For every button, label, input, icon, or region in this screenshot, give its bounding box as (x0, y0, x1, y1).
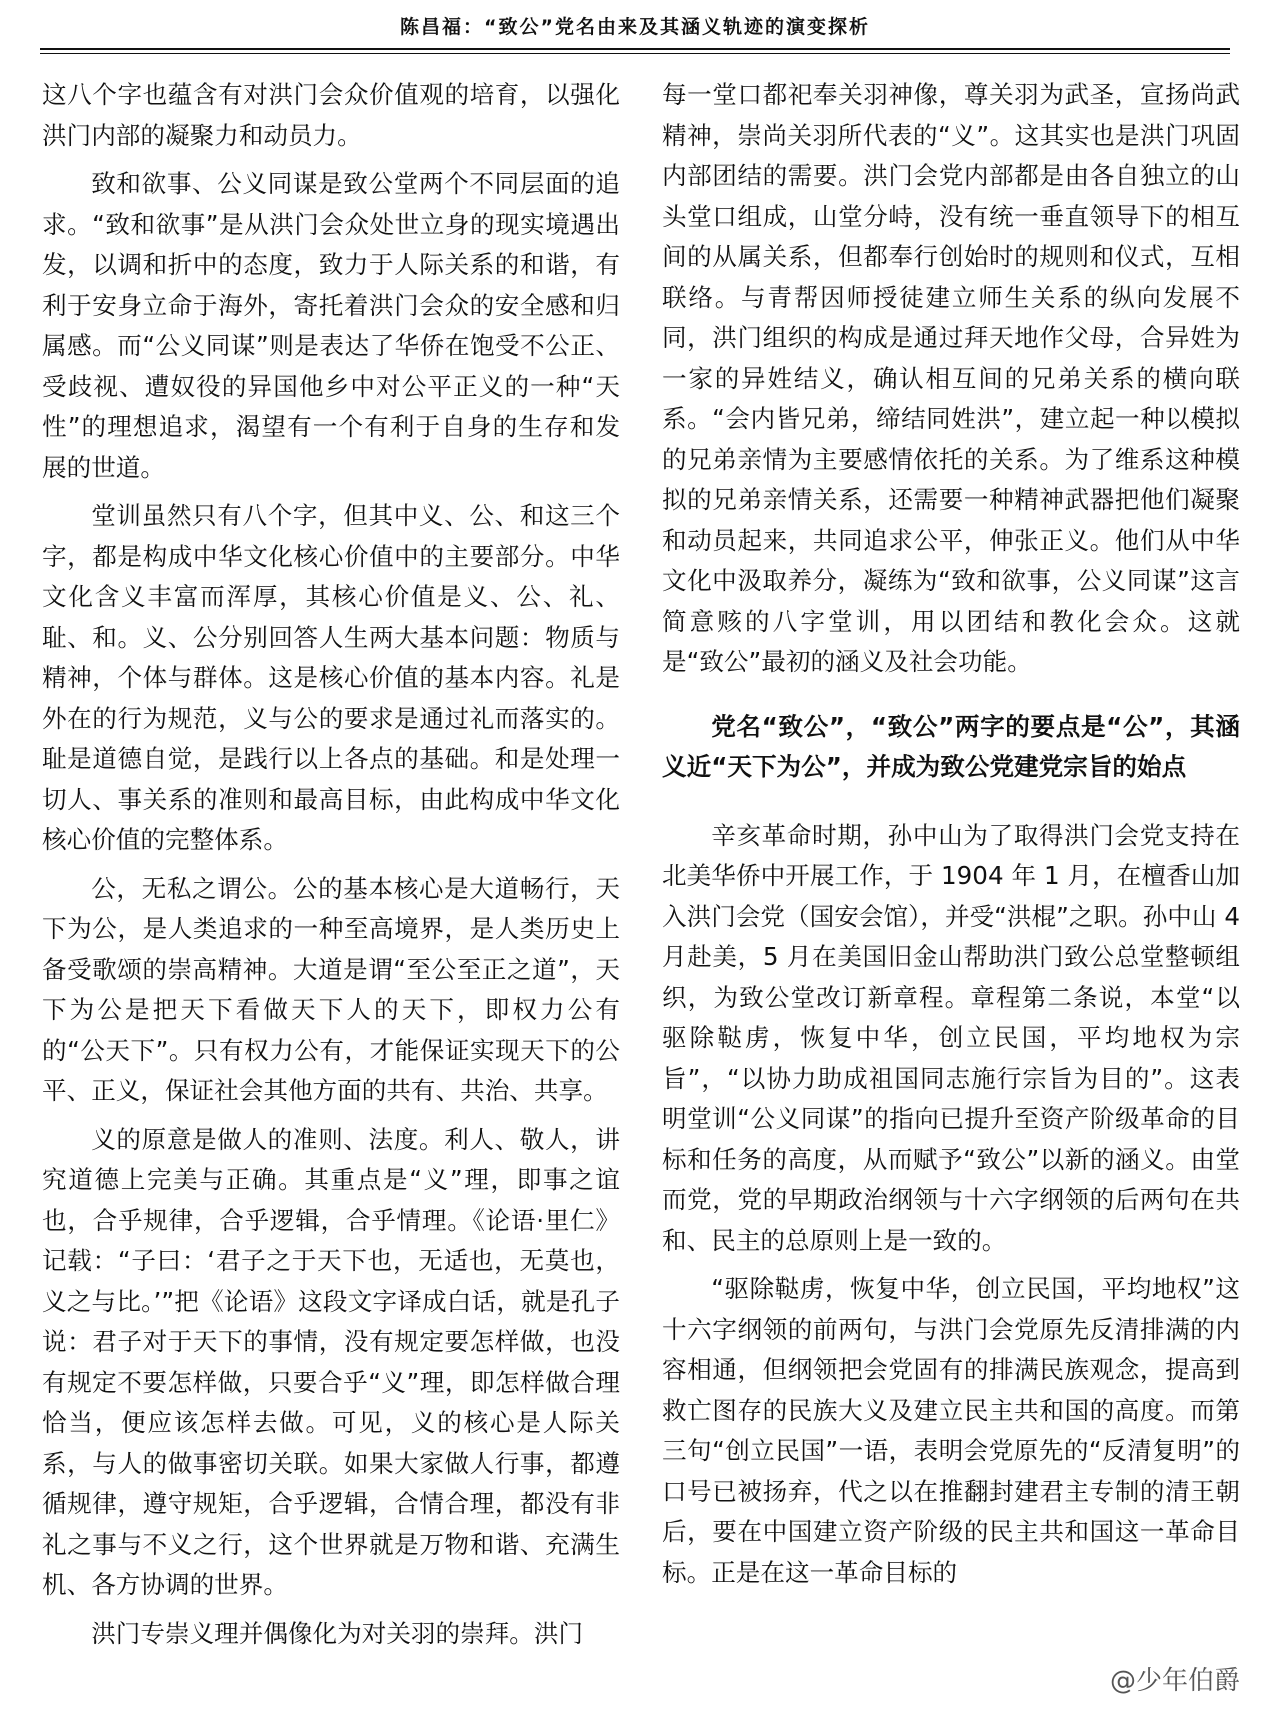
paragraph: 义的原意是做人的准则、法度。利人、敬人，讲究道德上完美与正确。其重点是“义”理，即事之谊也，合乎规律，合乎逻辑，合乎情理。《论语·里仁》记载：“子曰：‘君子之于天下也，无适也，无莫也，义之与比。’”把《论语》这段文字译成白话，就是孔子说：君子对于天下的事情，没有规定要怎样做，也没有规定不要怎样做，只要合乎“义”理，即怎样做合理恰当，便应该怎样去做。可见，义的核心是人际关系，与人的做事密切关联。如果大家做人行事，都遵循规律，遵守规矩，合乎逻辑，合情合理，都没有非礼之事与不义之行，这个世界就是万物和谐、充满生机、各方协调的世界。 (42, 1124, 620, 1599)
paragraph: 每一堂口都祀奉关羽神像，尊关羽为武圣，宣扬尚武精神，崇尚关羽所代表的“义”。这其实也是洪门巩固内部团结的需要。洪门会党内部都是由各自独立的山头堂口组成，山堂分峙，没有统一垂直领导下的相互间的从属关系，但都奉行创始时的规则和仪式，互相联络。与青帮因师授徒建立师生关系的纵向发展不同，洪门组织的构成是通过拜天地作父母，合异姓为一家的异姓结义，确认相互间的兄弟关系的横向联系。“会内皆兄弟，缔结同姓洪”，建立起一种以模拟的兄弟亲情为主要感情依托的关系。为了维系这种模拟的兄弟亲情关系，还需要一种精神武器把他们凝聚和动员起来，共同追求公平，伸张正义。他们从中华文化中汲取养分，凝练为“致和欲事，公义同谋”这言简意赅的八字堂训，用以团结和教化会众。这就是“致公”最初的涵义及社会功能。 (662, 80, 1240, 676)
paragraph: 公，无私之谓公。公的基本核心是大道畅行，天下为公，是人类追求的一种至高境界，是人类历史上备受歌颂的崇高精神。大道是谓“至公至正之道”，天下为公是把天下看做天下人的天下，即权力公有的“公天下”。只有权力公有，才能保证实现天下的公平、正义，保证社会其他方面的共有、共治、共享。 (42, 873, 620, 1105)
running-header: 陈昌福：“致公”党名由来及其涵义轨迹的演变探析 (400, 16, 870, 38)
paragraph: 这八个字也蕴含有对洪门会众价值观的培育，以强化洪门内部的凝聚力和动员力。 (42, 80, 620, 150)
left-column (42, 75, 620, 1654)
paragraph: 辛亥革命时期，孙中山为了取得洪门会党支持在北美华侨中开展工作，于 1904 年 1 月，在檀香山加入洪门会党（国安会馆），并受“洪棍”之职。孙中山 4 月赴美，5 月在美国旧金山帮助洪门致公总堂整顿组织，为致公堂改订新章程。章程第二条说，本堂“以驱除鞑虏，恢复中华，创立民国，平均地权为宗旨”，“以协力助成祖国同志施行宗旨为目的”。这表明堂训“公义同谋”的指向已提升至资产阶级革命的目标和任务的高度，从而赋予“致公”以新的涵义。由堂而党，党的早期政治纲领与十六字纲领的后两句在共和、民主的总原则上是一致的。 (662, 820, 1240, 1255)
paragraph: “驱除鞑虏，恢复中华，创立民国，平均地权”这十六字纲领的前两句，与洪门会党原先反清排满的内容相通，但纲领把会党固有的排满民族观念，提高到救亡图存的民族大义及建立民主共和国的高度。而第三句“创立民国”一语，表明会党原先的“反清复明”的口号已被扬弃，代之以在推翻封建君主专制的清王朝后，要在中国建立资产阶级的民主共和国这一革命目标。正是在这一革命目标的 (662, 1274, 1240, 1587)
right-column (662, 75, 1240, 1593)
section-heading: 党名“致公”，“致公”两字的要点是“公”，其涵义近“天下为公”，并成为致公党建党宗旨的始点 (662, 711, 1240, 781)
paragraph: 致和欲事、公义同谋是致公堂两个不同层面的追求。“致和欲事”是从洪门会众处世立身的现实境遇出发，以调和折中的态度，致力于人际关系的和谐，有利于安身立命于海外，寄托着洪门会众的安全感和归属感。而“公义同谋”则是表达了华侨在饱受不公正、受歧视、遭奴役的异国他乡中对公平正义的一种“天性”的理想追求，渴望有一个有利于自身的生存和发展的世道。 (42, 169, 620, 482)
paragraph: 堂训虽然只有八个字，但其中义、公、和这三个字，都是构成中华文化核心价值中的主要部分。中华文化含义丰富而浑厚，其核心价值是义、公、礼、耻、和。义、公分别回答人生两大基本问题：物质与精神，个体与群体。这是核心价值的基本内容。礼是外在的行为规范，义与公的要求是通过礼而落实的。耻是道德自觉，是践行以上各点的基础。和是处理一切人、事关系的准则和最高目标，由此构成中华文化核心价值的完整体系。 (42, 501, 620, 854)
header-rule-thick (40, 48, 1230, 50)
header-rule-thin (40, 53, 1230, 54)
watermark: @少年伯爵 (1106, 1660, 1244, 1697)
paragraph: 洪门专崇义理并偶像化为对关羽的崇拜。洪门 (91, 1618, 584, 1648)
